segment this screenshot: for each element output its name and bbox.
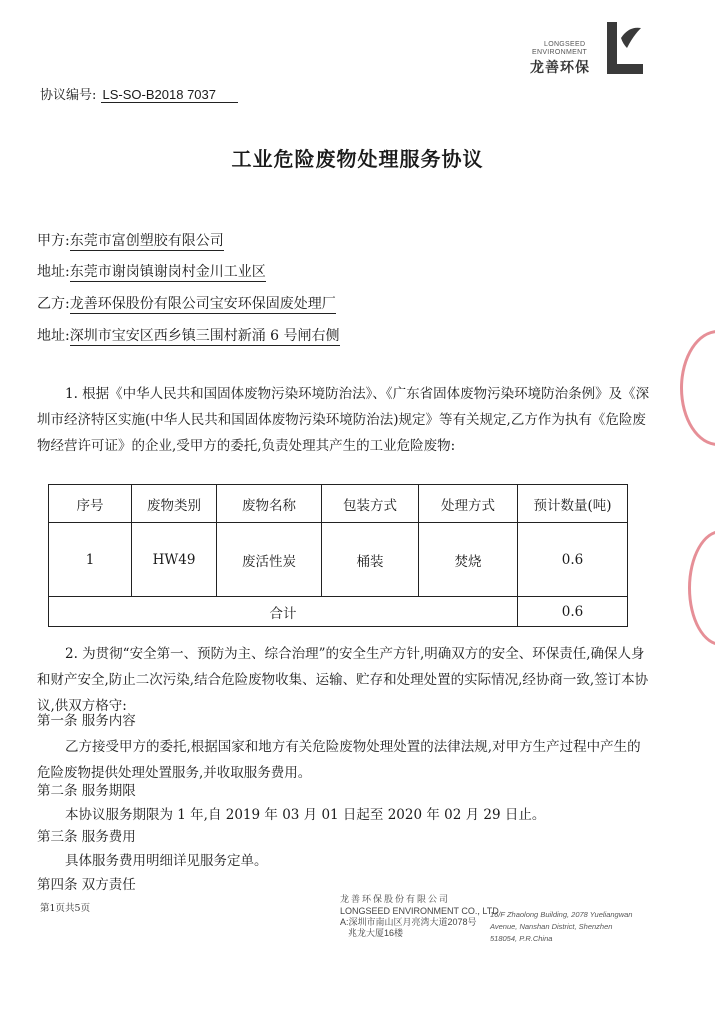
table-total-row — [49, 597, 628, 627]
party-a-name: 东莞市富创塑胶有限公司 — [69, 233, 224, 249]
article-1-body: 乙方接受甲方的委托,根据国家和地方有关危险废物处理处置的法律法规,对甲方生产过程中产生的危险废物提供处理处置服务,并收取服务费用。 — [37, 739, 641, 781]
article-2-heading: 第二条 服务期限 — [37, 783, 136, 799]
clause-1: 1. 根据《中华人民共和国固体废物污染环境防治法》、《广东省固体废物污染环境防治条例》及《深圳市经济特区实施(中华人民共和国固体废物污染环境防治法)规定》等有关规定,乙方作为执有《危险废物经营许可证》的企业,受甲方的委托,负责处理其产生的工业危险废物: — [37, 386, 650, 454]
table-cell: 1 — [49, 523, 132, 597]
page-title: 工业危险废物处理服务协议 — [231, 147, 484, 171]
article-4-heading: 第四条 双方责任 — [37, 877, 136, 893]
table-cell: HW49 — [132, 523, 217, 597]
agreement-number-value: LS-SO-B2018 7037 — [101, 87, 238, 103]
table-header-cell: 预计数量(吨) — [518, 485, 628, 523]
table-header-cell: 处理方式 — [419, 485, 518, 523]
footer-address-cn-1: A:深圳市南山区月亮湾大道2078号 — [340, 917, 477, 927]
article-3-heading: 第三条 服务费用 — [37, 829, 136, 845]
party-a: 甲方:东莞市富创塑胶有限公司 — [37, 233, 224, 249]
table-header-cell: 包装方式 — [322, 485, 419, 523]
table-header-cell: 序号 — [49, 485, 132, 523]
table-cell: 焚烧 — [419, 523, 518, 597]
waste-table — [48, 484, 628, 627]
company-logo-icon — [601, 18, 647, 76]
clause-2: 2. 为贯彻“安全第一、预防为主、综合治理”的安全生产方针,明确双方的安全、环保责任,确保人身和财产安全,防止二次污染,结合危险废物收集、运输、贮存和处理处置的实际情况,经协商一致,签订本协议,供双方格守: — [37, 646, 649, 714]
agreement-number — [40, 84, 238, 103]
table-cell: 废活性炭 — [217, 523, 322, 597]
red-seal-stamp-icon — [680, 330, 715, 446]
table-header-row — [49, 485, 628, 523]
table-header-cell: 废物名称 — [217, 485, 322, 523]
article-1-heading: 第一条 服务内容 — [37, 713, 136, 729]
article-2-body: 本协议服务期限为 1 年,自 2019 年 03 月 01 日起至 2020 年 02 月 29 日止。 — [65, 807, 546, 823]
table-row — [49, 523, 628, 597]
footer-company — [340, 895, 499, 939]
table-total-label: 合计 — [49, 597, 518, 627]
footer-address-cn-2: 兆龙大厦16楼 — [348, 928, 404, 938]
article-3-body: 具体服务费用明细详见服务定单。 — [65, 853, 268, 869]
page-number: 第1页共5页 — [40, 903, 91, 914]
table-cell: 桶装 — [322, 523, 419, 597]
party-a-address: 地址:东莞市谢岗镇谢岗村金川工业区 — [37, 264, 266, 280]
party-a-address-value: 东莞市谢岗镇谢岗村金川工业区 — [69, 264, 266, 280]
logo-english: LONGSEED ENVIRONMENT — [532, 41, 588, 56]
party-b-address-value: 深圳市宝安区西乡镇三围村新涌 6 号闸右侧 — [69, 328, 340, 344]
logo-chinese: 龙善环保 — [530, 60, 590, 76]
agreement-number-label: 协议编号: — [40, 88, 97, 103]
footer-address-en: 16/F Zhaolong Building, 2078 Yueliangwan Avenue, Nanshan District, Shenzhen 518054, P.R.China — [490, 910, 633, 943]
party-b-address: 地址:深圳市宝安区西乡镇三围村新涌 6 号闸右侧 — [37, 328, 340, 344]
table-total-value: 0.6 — [518, 597, 628, 627]
red-seal-stamp-icon — [688, 530, 715, 646]
party-b: 乙方:龙善环保股份有限公司宝安环保固废处理厂 — [37, 296, 336, 312]
footer-company-cn: 龙善环保股份有限公司 — [340, 895, 451, 905]
table-header-cell: 废物类别 — [132, 485, 217, 523]
party-b-name: 龙善环保股份有限公司宝安环保固废处理厂 — [69, 296, 336, 312]
table-cell: 0.6 — [518, 523, 628, 597]
footer-company-en: LONGSEED ENVIRONMENT CO., LTD — [340, 906, 499, 916]
